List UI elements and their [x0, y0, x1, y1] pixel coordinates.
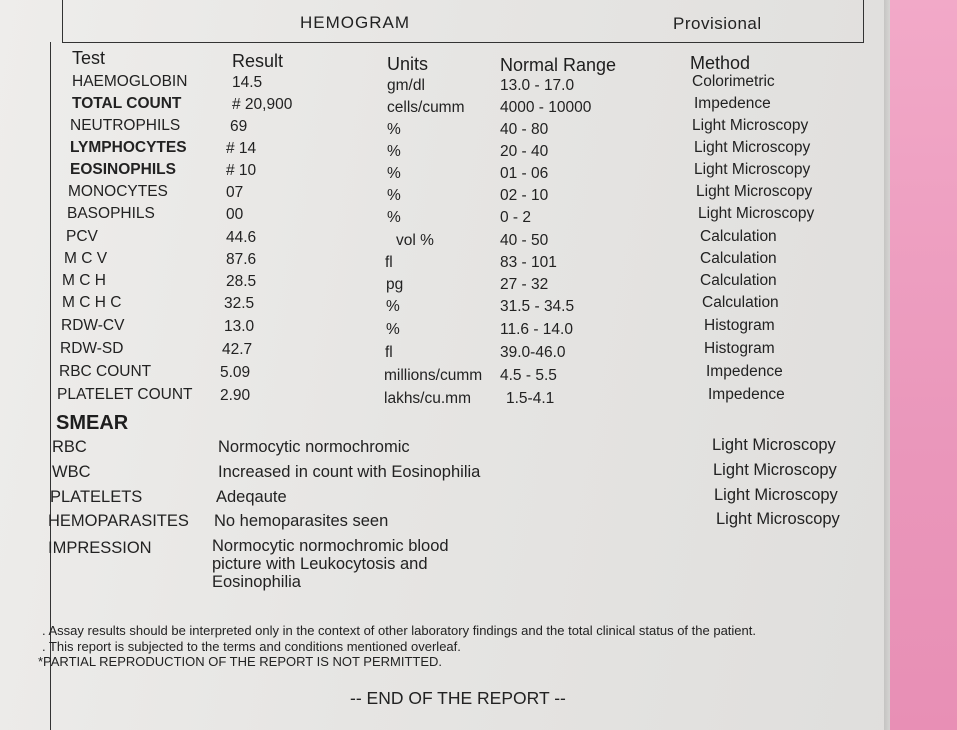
cell-method: Calculation — [702, 294, 779, 311]
cell-method: Histogram — [704, 317, 775, 334]
cell-method: Impedence — [706, 363, 783, 380]
cell-result: 2.90 — [220, 387, 251, 404]
smear-value: Adeqaute — [216, 488, 287, 506]
smear-label: PLATELETS — [50, 488, 143, 506]
smear-value: No hemoparasites seen — [214, 512, 389, 530]
smear-value: Increased in count with Eosinophilia — [218, 463, 481, 481]
cell-units: gm/dl — [387, 77, 425, 94]
smear-label: HEMOPARASITES — [48, 512, 189, 530]
cell-method: Calculation — [700, 272, 777, 289]
cell-method: Impedence — [694, 95, 771, 112]
cell-test: M C V — [64, 250, 108, 267]
cell-range: 31.5 - 34.5 — [500, 298, 575, 315]
column-header-normal-range: Normal Range — [500, 55, 617, 75]
cell-result: # 10 — [226, 162, 257, 179]
cell-range: 4000 - 10000 — [500, 99, 592, 116]
cell-method: Histogram — [704, 340, 775, 357]
cell-units: pg — [386, 276, 404, 293]
cell-range: 13.0 - 17.0 — [500, 77, 575, 94]
cell-method: Impedence — [708, 386, 785, 403]
impression-label: IMPRESSION — [48, 539, 152, 557]
cell-units: fl — [385, 344, 393, 361]
disclaimer-note: . This report is subjected to the terms and conditions mentioned overleaf. — [42, 639, 461, 654]
impression-line: Normocytic normochromic blood — [212, 537, 449, 555]
cell-units: % — [387, 165, 401, 182]
cell-range: 4.5 - 5.5 — [500, 367, 557, 384]
cell-test: PLATELET COUNT — [57, 386, 193, 403]
cell-result: 32.5 — [224, 295, 255, 312]
cell-units: millions/cumm — [384, 367, 483, 384]
cell-range: 01 - 06 — [500, 165, 549, 182]
cell-method: Light Microscopy — [694, 139, 811, 156]
cell-result: # 14 — [226, 140, 257, 157]
cell-range: 40 - 50 — [500, 232, 549, 249]
smear-method: Light Microscopy — [713, 461, 837, 479]
cell-test: RDW-SD — [60, 340, 124, 357]
cell-range: 39.0-46.0 — [500, 344, 566, 361]
cell-result: # 20,900 — [232, 96, 293, 113]
cell-range: 83 - 101 — [500, 254, 557, 271]
cell-test: EOSINOPHILS — [70, 161, 176, 178]
smear-method: Light Microscopy — [716, 510, 840, 528]
cell-test: TOTAL COUNT — [72, 95, 182, 112]
cell-result: 5.09 — [220, 364, 251, 381]
cell-method: Colorimetric — [692, 73, 775, 90]
cell-test: PCV — [66, 228, 98, 245]
column-header-method: Method — [690, 53, 751, 73]
cell-test: M C H — [62, 272, 106, 289]
impression-line: picture with Leukocytosis and — [212, 555, 428, 573]
cell-result: 69 — [230, 118, 248, 135]
column-header-test: Test — [72, 48, 106, 68]
cell-method: Calculation — [700, 228, 777, 245]
cell-units: % — [387, 187, 401, 204]
cell-method: Calculation — [700, 250, 777, 267]
cell-result: 42.7 — [222, 341, 253, 358]
cell-result: 28.5 — [226, 273, 257, 290]
cell-test: HAEMOGLOBIN — [72, 73, 188, 90]
cell-range: 11.6 - 14.0 — [500, 321, 573, 338]
report-title: HEMOGRAM — [300, 13, 410, 32]
cell-test: BASOPHILS — [67, 205, 155, 222]
cell-range: 02 - 10 — [500, 187, 549, 204]
cell-method: Light Microscopy — [696, 183, 813, 200]
cell-units: cells/cumm — [387, 99, 465, 116]
cell-test: RDW-CV — [61, 317, 125, 334]
smear-method: Light Microscopy — [714, 486, 838, 504]
cell-test: RBC COUNT — [59, 363, 152, 380]
column-header-result: Result — [232, 51, 284, 71]
cell-result: 13.0 — [224, 318, 255, 335]
end-of-report: -- END OF THE REPORT -- — [350, 688, 566, 708]
cell-units: % — [387, 209, 401, 226]
cell-units: vol % — [396, 232, 434, 249]
cell-range: 20 - 40 — [500, 143, 549, 160]
cell-result: 14.5 — [232, 74, 263, 91]
smear-heading: SMEAR — [56, 412, 129, 434]
cell-units: % — [387, 121, 401, 138]
cell-test: NEUTROPHILS — [70, 117, 181, 134]
cell-units: fl — [385, 254, 393, 271]
report-status: Provisional — [673, 14, 762, 33]
cell-range: 1.5-4.1 — [506, 390, 555, 407]
smear-label: WBC — [52, 463, 91, 481]
cell-range: 27 - 32 — [500, 276, 549, 293]
cell-method: Light Microscopy — [694, 161, 811, 178]
cell-result: 07 — [226, 184, 244, 201]
impression-text — [212, 537, 449, 591]
cell-units: % — [386, 298, 400, 315]
cell-test: LYMPHOCYTES — [70, 139, 187, 156]
pink-background-sheet — [890, 0, 957, 730]
cell-units: % — [386, 321, 400, 338]
smear-method: Light Microscopy — [712, 436, 836, 454]
impression-line: Eosinophilia — [212, 573, 301, 591]
cell-method: Light Microscopy — [698, 205, 815, 222]
disclaimer-note: . Assay results should be interpreted only in the context of other laboratory findings and the total clinical status of the patient. — [42, 623, 756, 638]
smear-value: Normocytic normochromic — [218, 438, 410, 456]
cell-method: Light Microscopy — [692, 117, 809, 134]
cell-result: 44.6 — [226, 229, 257, 246]
cell-result: 00 — [226, 206, 244, 223]
cell-result: 87.6 — [226, 251, 257, 268]
cell-test: MONOCYTES — [68, 183, 168, 200]
cell-range: 40 - 80 — [500, 121, 549, 138]
cell-range: 0 - 2 — [500, 209, 532, 226]
cell-units: lakhs/cu.mm — [384, 390, 471, 407]
disclaimer-note: *PARTIAL REPRODUCTION OF THE REPORT IS NOT PERMITTED. — [38, 654, 443, 669]
column-header-units: Units — [387, 54, 429, 74]
cell-test: M C H C — [62, 294, 122, 311]
smear-label: RBC — [52, 438, 87, 456]
cell-units: % — [387, 143, 401, 160]
